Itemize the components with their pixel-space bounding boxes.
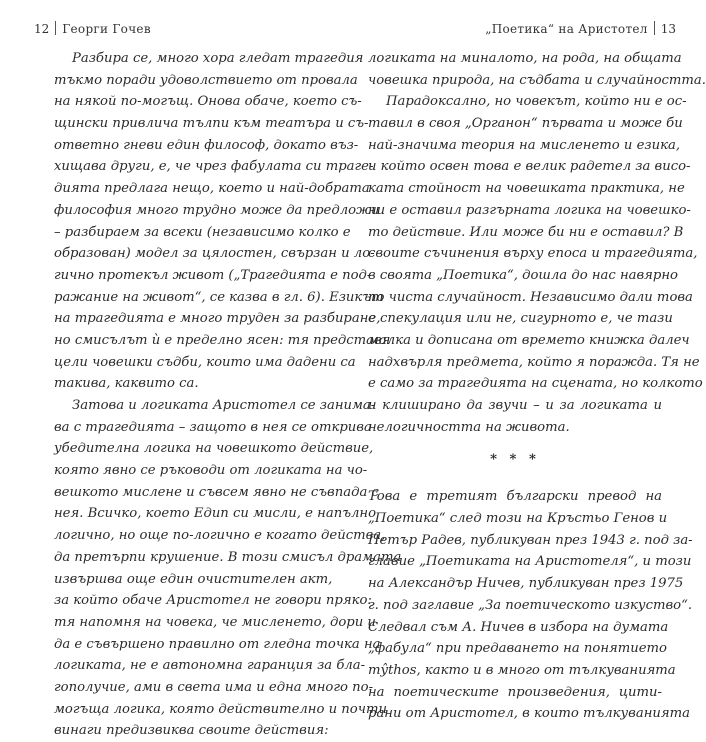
header-separator [654,21,655,35]
right-text-block-1 [368,48,706,438]
text-line: главие „Поетиката на Аристотеля“, и този [368,554,692,570]
text-line: логиката на миналото, на рода, на общата [368,51,682,66]
text-line: по чиста случайност. Независимо дали това [368,289,693,305]
text-line: логиката, не е автономна гаранция за бла- [54,658,366,674]
text-line: тя напомня на човека, че мисленето, дори и [54,614,376,630]
text-line: цели човешки съдби, които има дадени са [54,354,356,370]
text-line: Разбира се, много хора гледат трагедия [72,51,364,66]
text-line: такива, каквито са. [54,376,199,392]
text-line: е спекулация или не, сигурното е, че тази [368,311,673,327]
text-line: – разбираем за всеки (независимо колко е [54,224,351,240]
right-page-header [485,20,676,38]
text-line: „Поетика“ след този на Кръстьо Генов и [368,511,668,527]
text-line: Петър Радев, публикуван през 1943 г. под за- [368,532,693,548]
text-line: рани от Аристотел, в които тълкуванията [368,706,690,722]
text-line: дията предлага нещо, което и най-добрата [54,181,370,197]
text-line: своите съчинения върху епоса и трагедията, [368,246,698,262]
text-line: най-значима теория на мисленето и езика, [368,137,681,153]
text-line: на някой по-могъщ. Оновa обаче, което съ- [54,94,362,110]
right-page-number: 13 [660,22,676,36]
text-line: могъща логика, която действително и почти [54,701,387,717]
left-page-header [34,20,151,38]
text-line: която явно се ръководи от логиката на чо- [54,463,368,479]
text-line: ни е оставил разгърната логика на човешко- [368,202,691,218]
text-line: mŷthos, както и в много от тълкуванията [368,662,676,678]
text-line: на Александър Ничев, публикуван през 1975 [368,576,684,592]
text-line: е само за трагедията на сцената, но колкото [368,376,703,392]
text-line: нея. Всичко, което Едип си мисли, е напълно [54,506,377,522]
text-line: Това е третият български превод на [368,489,662,505]
text-line: Парадоксално, но човекът, който ни е ос- [386,94,687,110]
text-line: то действие. Или може би ни е оставил? В [368,224,684,240]
text-line: философия много трудно може да предложи [54,202,380,218]
text-line: човешка природа, на съдбата и случайността. [368,72,706,88]
section-gap [368,476,662,486]
text-line: и клиширано да звучи – и за логиката и [368,398,662,413]
text-line: и който освен това е велик радетел за висо- [368,159,691,175]
left-running-head: Георги Гочев [62,22,151,36]
text-line: на трагедията е много труден за разбиране, [54,311,381,327]
text-line: на поетическите произведения, цити- [368,684,662,700]
text-line: да претърпи крушение. В този смисъл драмата [54,549,402,565]
header-separator [55,21,56,35]
text-line: но смисълът ѝ е пределно ясен: тя представя [54,332,391,348]
text-line: ката стойност на човешката практика, не [368,181,685,197]
text-line: образован) модел за цялостен, свързан и ло- [54,246,375,262]
text-line: ответно гневи един философ, докато въз- [54,137,359,153]
text-line: гополучие, ами в света има и една много по- [54,679,374,695]
text-line: тъкмо поради удоволствието от провала [54,72,358,88]
section-gap [368,438,662,448]
text-line: нелогичността на живота. [368,419,570,435]
text-line: щински привлича тълпи към театъра и съ- [54,116,369,132]
text-line: в своята „Поетика“, дошла до нас навярно [368,267,678,283]
text-line: Следвал съм А. Ничев в избора на думата [368,619,669,635]
text-line: за който обаче Аристотел не говори пряко: [54,593,372,609]
text-line: хищава други, е, че чрез фабулата си траге- [54,159,374,175]
section-separator: * * * [490,452,540,468]
text-line: „фабула“ при предаването на понятието [368,641,667,657]
text-line: надхвърля предмета, който я поражда. Тя не [368,354,700,370]
text-line: Затова и логиката Аристотел се занима- [72,398,376,413]
text-line: тавил в своя „Органон“ първата и може би [368,116,683,132]
text-line: логично, но още по-логично е когато действа, [54,528,386,544]
text-line: извършва още един очистителен акт, [54,571,333,587]
right-running-head: „Поетика“ на Аристотел [485,22,648,36]
right-text-block-2 [368,486,693,725]
text-line: убедителна логика на човешкото действие, [54,441,374,457]
right-page-body [368,48,706,725]
right-page [350,0,706,722]
text-line: г. под заглавие „За поетическото изкуство“. [368,597,693,613]
text-line: да е съвършено правилно от гледна точка на [54,636,381,652]
text-line: малка и дописана от времето книжка далеч [368,332,690,348]
text-line: ражание на живот“, се казва в гл. 6). Езикът [54,289,384,305]
text-line: ва с трагедията – защото в нея се открива [54,419,372,435]
text-line: вешкото мислене и съвсем явно не съвпада с [54,484,379,500]
text-line: гично протекъл живот („Трагедията е под- [54,267,372,283]
left-page-body [54,48,402,742]
text-line: винаги предизвиква своите действия: [54,723,329,739]
left-page-number: 12 [34,22,50,36]
